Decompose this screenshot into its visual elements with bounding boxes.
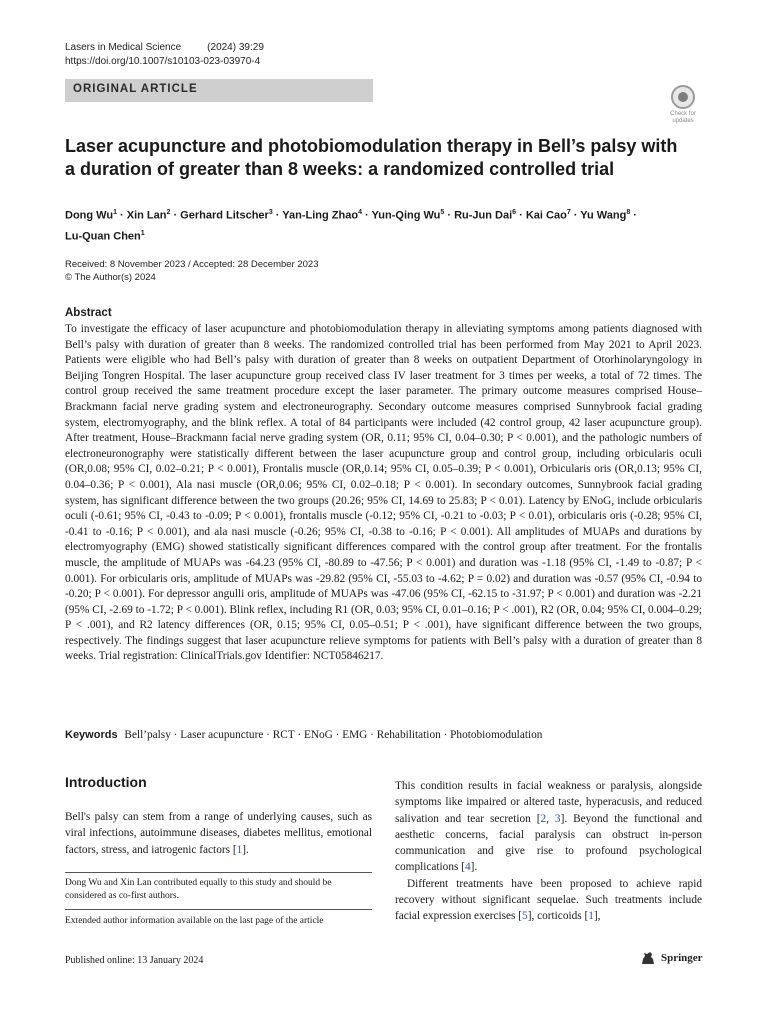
springer-horse-icon (640, 951, 656, 965)
paragraph-text: ]. Beyond the functional and aesthetic concerns, facial paralysis can obstruct in-person communication and give rise to profound psychological complications [ (395, 812, 702, 874)
author-name[interactable]: Yu Wang (580, 209, 627, 222)
published-online: Published online: 13 January 2024 (65, 955, 204, 966)
keywords (65, 728, 702, 743)
author-list: Dong $Wu^1$ · Xin Lan$^2$ · Gerhard Litscher$^3$ · Yan-Ling Zhao$^4$ · Yun-Qing $Wu^5 \cdot Ru-Jun$ Dai$^6$ · Kai Cao$^7$ · Yu Wang$^8$ · Lu-Quan Chen$^1$ (65, 209, 637, 243)
journal-name: Lasers in Medical Science (65, 42, 182, 53)
journal-volume: (2024) 39:29 (207, 42, 264, 53)
check-for-updates-label: Check for updates (670, 111, 696, 124)
received-accepted: Received: 8 November 2023 / Accepted: 28 December 2023 (65, 259, 319, 270)
article-dates (65, 258, 319, 284)
check-for-updates-button[interactable] (665, 85, 701, 127)
keywords-label: Keywords (65, 729, 118, 741)
affiliation-marker: 5 (440, 209, 445, 216)
citation-link[interactable]: 1 (236, 843, 243, 856)
affiliation-marker: 2 (166, 209, 171, 216)
author-name[interactable]: Kai Cao (525, 209, 567, 222)
affiliation-marker: 6 (512, 209, 517, 216)
author-name[interactable]: Lu-Quan Chen (65, 230, 141, 243)
author-name[interactable]: Yan-Ling Zhao (282, 209, 359, 222)
co-first-author-footnote: Dong Wu and Xin Lan contributed equally to this study and should be considered as co-first authors. (65, 878, 332, 901)
affiliation-marker: 1 (113, 209, 117, 216)
paragraph-text: Bell's palsy can stem from a range of underlying causes, such as viral infections, autoimmune diseases, diabetes mellitus, emotional factors, stress, and iatrogenic factors [ (65, 811, 372, 856)
article-type-banner: ORIGINAL ARTICLE (65, 79, 373, 102)
abstract-body: To investigate the efficacy of laser acupuncture and photobiomodulation therapy in alleviating symptoms among patients diagnosed with Bell’s palsy with duration of greater than 8 weeks. The randomized controlled trial has been performed from May 2021 to April 2023. Patients were eligible who had Bell’s palsy with duration of greater than 8 weeks on outpatient Department of Otorhinolaryngology in Beijing Tongren Hospital. The laser acupuncture group received class IV laser treatment for 3 times per weeks, a total of 72 times. The control group received the same treatment procedure except the laser parameter. The primary outcome measures comprised House–Brackmann facial nerve grading system and electroneurography. Secondary outcome measures comprised Sunnybrook facial grading system, electromyography, and the blink reflex. A total of 84 participants were included (42 control group, 42 laser acupuncture group). After treatment, House–Brackmann facial nerve grading system (OR, 0.11; 95% CI, 0.04–0.30; P < 0.001), and the pathologic numbers of electroneuronography were statistically different between the laser acupuncture group and control group, including orbicularis oculi (OR,0.08; 95% CI, 0.02–0.21; P < 0.001), Frontalis muscle (OR,0.14; 95% CI, 0.05–0.39; P < 0.001), Orbicularis oris (OR,0.13; 95% CI, 0.04–0.36; P < 0.001), Ala nasi muscle (OR,0.06; 95% CI, 0.02–0.18; P < 0.001). In secondary outcomes, Sunnybrook facial grading system, has significant difference between the two groups (20.26; 95% CI, 14.69 to 25.83; P < 0.01). Latency by ENoG, include orbicularis oculi (-0.61; 95% CI, -0.43 to -0.09; P < 0.001), frontalis muscle (-0.12; 95% CI, -0.21 to -0.03; P < 0.01), orbicularis oris (-0.28; 95% CI, -0.41 to -0.16; P < 0.001), and ala nasi muscle (-0.26; 95% CI, -0.38 to -0.16; P < 0.001). All amplitudes of MUAPs and durations by electromyography (EMG) showed statistically significant differences compared with the control group after treatment. For the frontalis muscle, the amplitude of MUAPs was -64.23 (95% CI, -80.89 to -47.56; P < 0.001) and duration was -1.18 (95% CI, -1.49 to -0.87; P < 0.001). For orbicularis oris, amplitude of MUAPs was -29.82 (95% CI, -55.03 to -4.62; P = 0.02) and duration was -0.57 (95% CI, -0.94 to -0.20; P < 0.001). For depressor angulli oris, amplitude of MUAPs was -47.06 (95% CI, -62.15 to -31.97; P < 0.001) and duration was -2.21 (95% CI, -2.69 to -1.72; P < 0.001). Blink reflex, including R1 (OR, 0.03; 95% CI, 0.01–0.16; P < .001), R2 (OR, 0.04; 95% CI, 0.004–0.29; P < .001), and R2 latency differences (OR, 0.15; 95% CI, 0.05–0.51; P < .001), have significant difference between the two groups, respectively. The findings suggest that laser acupuncture relieve symptoms for patients with Bell’s palsy with a duration of greater than 8 weeks. Trial registration: ClinicalTrials.gov Identifier: NCT05846217. (65, 323, 702, 663)
citation-link[interactable]: 2 (540, 812, 547, 825)
paragraph-text: , (546, 812, 555, 825)
doi-link[interactable]: https://doi.org/10.1007/s10103-023-03970-4 (65, 56, 261, 67)
author-name[interactable]: Gerhard Litscher (180, 209, 269, 222)
citation-link[interactable]: 4 (464, 861, 471, 874)
citation-link[interactable]: 5 (522, 910, 528, 923)
intro-paragraph (395, 778, 702, 876)
article-title: Laser acupuncture and photobiomodulation therapy in Bell’s palsy with a duration of greater than 8 weeks: a randomized controlled trial (65, 136, 678, 179)
introduction-heading: Introduction (65, 774, 147, 790)
affiliation-marker: 3 (268, 209, 273, 216)
author-name[interactable]: Dong Wu (65, 209, 114, 222)
author-name[interactable]: Xin Lan (126, 209, 167, 222)
paragraph-text: ], corticoids [ (527, 910, 589, 923)
intro-paragraph (395, 876, 702, 925)
affiliation-marker: 8 (626, 209, 631, 216)
check-for-updates-icon (671, 85, 695, 109)
paragraph-text: Different treatments have been proposed to achieve rapid recovery without significant sequelae. Such treatments include facial expression exercises [ (395, 877, 702, 923)
affiliation-marker: 7 (566, 209, 571, 216)
paragraph-text: ]. (470, 861, 478, 874)
keywords-list: Bell’palsy · Laser acupuncture · RCT · ENoG · EMG · Rehabilitation · Photobiomodulation (124, 729, 543, 741)
abstract-heading: Abstract (65, 307, 112, 319)
affiliation-marker: 4 (358, 209, 362, 216)
paragraph-text: This condition results in facial weakness or paralysis, alongside symptoms like impaired or altered taste, hyperacusis, and reduced salivation and tear secretion [ (395, 780, 702, 825)
intro-column-right (395, 778, 702, 925)
paragraph-text: ], (593, 910, 601, 923)
publisher-name: Springer (661, 952, 703, 964)
footnote-divider (65, 872, 372, 873)
paragraph-text: ]. (242, 843, 249, 856)
footnote-divider (65, 909, 372, 910)
citation-link[interactable]: 3 (554, 812, 561, 825)
citation-link[interactable]: 1 (588, 910, 594, 923)
publisher-logo (640, 951, 703, 965)
copyright: © The Author(s) 2024 (65, 272, 156, 283)
author-name[interactable]: Yun-Qing Wu (371, 209, 441, 222)
author-name[interactable]: Ru-Jun Dai (454, 209, 513, 222)
extended-info-footnote: Extended author information available on the last page of the article (65, 916, 324, 926)
journal-header (65, 41, 264, 69)
affiliation-marker: 1 (140, 229, 145, 237)
intro-paragraph-left (65, 809, 372, 858)
